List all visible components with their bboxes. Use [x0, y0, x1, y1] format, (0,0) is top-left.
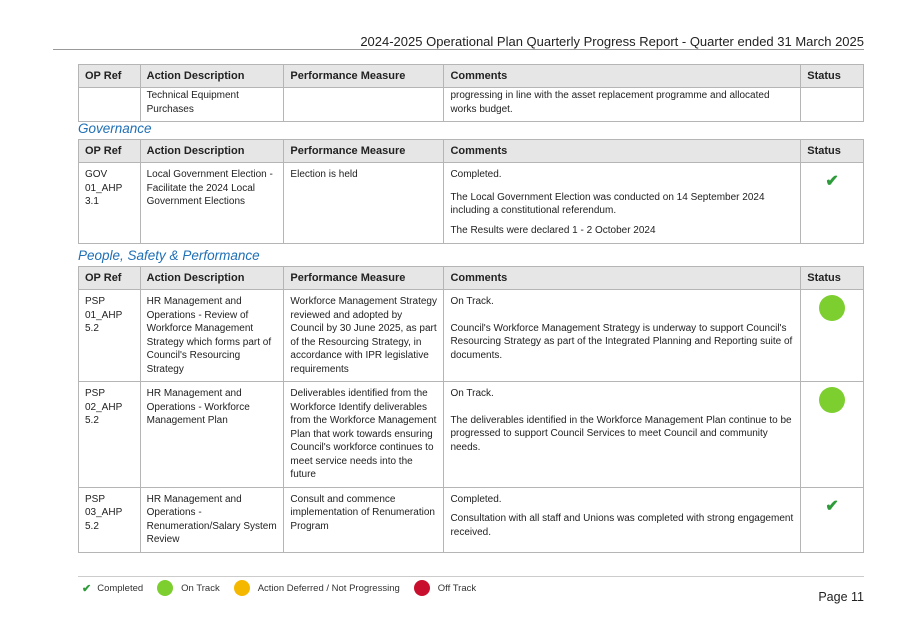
- red-circle-icon: [414, 580, 430, 596]
- section-title-governance: Governance: [78, 121, 152, 136]
- amber-circle-icon: [234, 580, 250, 596]
- measure-cell: Election is held: [284, 163, 444, 244]
- col-op-ref: OP Ref: [79, 65, 141, 88]
- col-status: Status: [801, 140, 864, 163]
- comments-cell: [444, 163, 801, 244]
- table-row: [79, 163, 864, 244]
- status-cell: [801, 382, 864, 488]
- measure-cell: Consult and commence implementation of Renumeration Program: [284, 487, 444, 552]
- col-op-ref: OP Ref: [79, 267, 141, 290]
- col-comments: Comments: [444, 267, 801, 290]
- comments-cell: [444, 487, 801, 552]
- table-row: [79, 487, 864, 552]
- table-header-row: [79, 65, 864, 88]
- section-title-people-safety-performance: People, Safety & Performance: [78, 248, 260, 263]
- comments-cell: progressing in line with the asset replacement programme and allocated works budget.: [444, 88, 801, 122]
- legend-label: Completed: [97, 582, 144, 594]
- completed-check-icon: ✔: [825, 497, 839, 515]
- col-performance-measure: Performance Measure: [284, 65, 444, 88]
- op-ref-cell: PSP 01_AHP 5.2: [79, 290, 141, 382]
- col-op-ref: OP Ref: [79, 140, 141, 163]
- measure-cell: Deliverables identified from the Workforce Identify deliverables from the Workforce Management Plan that work towards ensuring Council's workforce continues to meet service needs into the future: [284, 382, 444, 488]
- table-row: [79, 88, 864, 122]
- legend-label: Action Deferred / Not Progressing: [257, 582, 400, 594]
- comment-detail: The deliverables identified in the Workforce Management Plan continue to be progressed to support Council Services to meet Council and community needs.: [450, 414, 792, 453]
- legend-completed: [82, 582, 143, 595]
- comment-status: Completed.: [450, 493, 502, 505]
- status-legend: [82, 580, 490, 596]
- page-number: Page 11: [818, 590, 864, 604]
- op-ref-cell: [79, 88, 141, 122]
- table-row: [79, 290, 864, 382]
- continued-table: [78, 64, 864, 122]
- footer-divider: [78, 576, 864, 577]
- table-header-row: [79, 267, 864, 290]
- action-cell: Technical Equipment Purchases: [140, 88, 284, 122]
- action-cell: HR Management and Operations - Review of Workforce Management Strategy which forms part of Council's Resourcing Strategy: [140, 290, 284, 382]
- green-circle-icon: [157, 580, 173, 596]
- col-status: Status: [801, 267, 864, 290]
- action-cell: Local Government Election - Facilitate the 2024 Local Government Elections: [140, 163, 284, 244]
- comment-detail: Council's Workforce Management Strategy is underway to support Council's Resourcing Strategy as part of the Integrated Planning and Reporting suite of documents.: [450, 322, 793, 361]
- legend-label: Off Track: [437, 582, 477, 594]
- comments-cell: [444, 290, 801, 382]
- report-header-title: 2024-2025 Operational Plan Quarterly Progress Report - Quarter ended 31 March 2025: [360, 34, 864, 49]
- status-cell: [801, 163, 864, 244]
- comment-detail: The Local Government Election was conducted on 14 September 2024 including a constitutional referendum.: [450, 191, 765, 216]
- check-icon: ✔: [82, 582, 92, 595]
- op-ref-cell: PSP 02_AHP 5.2: [79, 382, 141, 488]
- comment-status: Completed.: [450, 169, 502, 180]
- status-cell: [801, 88, 864, 122]
- legend-off-track: [414, 580, 476, 596]
- table-row: [79, 382, 864, 488]
- governance-table: [78, 139, 864, 244]
- col-comments: Comments: [444, 65, 801, 88]
- status-cell: [801, 487, 864, 552]
- on-track-status-icon: [819, 387, 845, 413]
- op-ref-cell: PSP 03_AHP 5.2: [79, 487, 141, 552]
- header-divider: [53, 49, 864, 50]
- comment-status: On Track.: [450, 296, 494, 307]
- measure-cell: Workforce Management Strategy reviewed and adopted by Council by 30 June 2025, as part of the Resourcing Strategy, in accordance with IPR legislative requirements: [284, 290, 444, 382]
- comment-status: On Track.: [450, 388, 494, 399]
- col-action-description: Action Description: [140, 140, 284, 163]
- col-action-description: Action Description: [140, 267, 284, 290]
- on-track-status-icon: [819, 295, 845, 321]
- people-table: [78, 266, 864, 553]
- col-performance-measure: Performance Measure: [284, 267, 444, 290]
- col-status: Status: [801, 65, 864, 88]
- comment-detail: Consultation with all staff and Unions was completed with strong engagement received.: [450, 513, 794, 538]
- legend-deferred: [234, 580, 400, 596]
- legend-on-track: [157, 580, 220, 596]
- op-ref-cell: GOV 01_AHP 3.1: [79, 163, 141, 244]
- legend-label: On Track: [181, 582, 220, 594]
- action-cell: HR Management and Operations - Workforce Management Plan: [140, 382, 284, 488]
- action-cell: HR Management and Operations - Renumeration/Salary System Review: [140, 487, 284, 552]
- status-cell: [801, 290, 864, 382]
- completed-check-icon: ✔: [825, 173, 839, 190]
- table-header-row: [79, 140, 864, 163]
- comment-detail: The Results were declared 1 - 2 October 2024: [450, 224, 656, 236]
- measure-cell: [284, 88, 444, 122]
- comments-cell: [444, 382, 801, 488]
- col-comments: Comments: [444, 140, 801, 163]
- col-performance-measure: Performance Measure: [284, 140, 444, 163]
- col-action-description: Action Description: [140, 65, 284, 88]
